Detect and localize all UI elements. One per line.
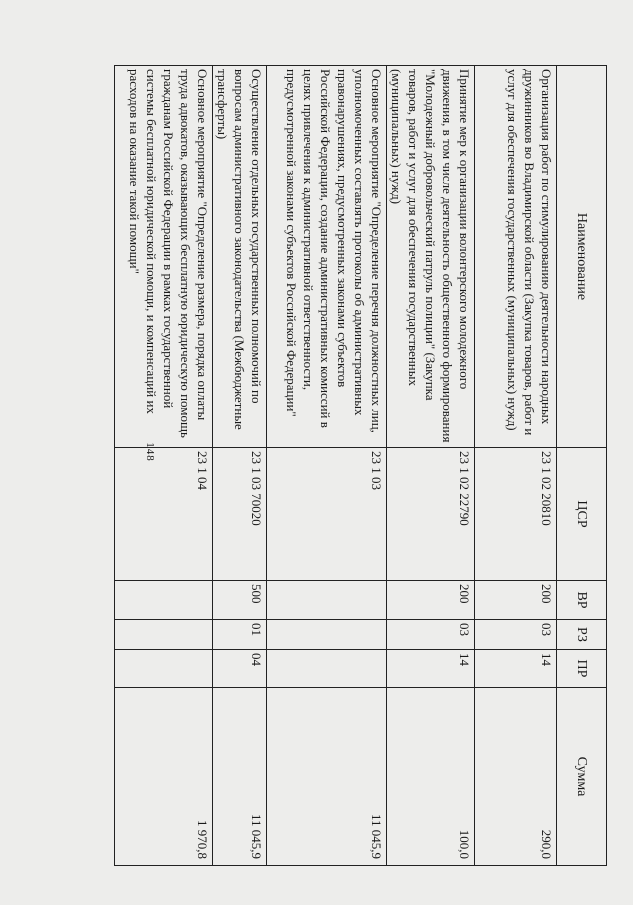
cell-vr bbox=[267, 581, 387, 620]
cell-rz bbox=[115, 620, 213, 650]
cell-name: Основное мероприятие "Определение размера, порядка оплаты труда адвокатов, оказывающих бесплатную юридическую помощь гражданам Российской Федерации в рамках государственной системы бесплатной юридической помощи, и компенсаций их расходов на оказание такой помощи" bbox=[115, 66, 213, 448]
cell-csr: 23 1 02 20810 bbox=[475, 448, 557, 581]
cell-name: Организация работ по стимулированию деятельности народных дружинников во Владимирской области (Закупка товаров, работ и услуг для обеспечения государственных (муниципальных) нужд) bbox=[475, 66, 557, 448]
header-name: Наименование bbox=[557, 66, 607, 448]
cell-vr bbox=[115, 581, 213, 620]
cell-vr: 200 bbox=[387, 581, 475, 620]
cell-sum: 1 970,8 bbox=[115, 688, 213, 866]
header-csr: ЦСР bbox=[557, 448, 607, 581]
cell-pr bbox=[115, 650, 213, 688]
cell-rz bbox=[267, 620, 387, 650]
table-row bbox=[267, 66, 387, 866]
header-pr: ПР bbox=[557, 650, 607, 688]
cell-pr bbox=[267, 650, 387, 688]
header-vr: ВР bbox=[557, 581, 607, 620]
table-header-row bbox=[557, 66, 607, 866]
cell-name: Основное мероприятие "Определение перечня должностных лиц, уполномоченных составлять протоколы об административных правонарушениях, предусмотренных законами субъектов Российской Федерации, создание административных комиссий в целях привлечения к административной ответственности, предусмотренной законами субъектов Российской Федерации" bbox=[267, 66, 387, 448]
cell-sum: 100,0 bbox=[387, 688, 475, 866]
header-sum: Сумма bbox=[557, 688, 607, 866]
cell-csr: 23 1 03 bbox=[267, 448, 387, 581]
cell-csr: 23 1 02 22790 bbox=[387, 448, 475, 581]
table-row bbox=[213, 66, 267, 866]
header-rz: РЗ bbox=[557, 620, 607, 650]
budget-table bbox=[114, 65, 607, 866]
cell-sum: 290,0 bbox=[475, 688, 557, 866]
cell-name: Осуществление отдельных государственных полномочий по вопросам административного законодательства (Межбюджетные трансферты) bbox=[213, 66, 267, 448]
cell-rz: 03 bbox=[475, 620, 557, 650]
cell-sum: 11 045,9 bbox=[267, 688, 387, 866]
cell-pr: 14 bbox=[387, 650, 475, 688]
cell-pr: 04 bbox=[213, 650, 267, 688]
cell-vr: 200 bbox=[475, 581, 557, 620]
budget-table-container bbox=[72, 65, 607, 865]
cell-csr: 23 1 04 bbox=[115, 448, 213, 581]
table-row bbox=[475, 66, 557, 866]
cell-csr: 23 1 03 70020 bbox=[213, 448, 267, 581]
table-row bbox=[115, 66, 213, 866]
cell-rz: 01 bbox=[213, 620, 267, 650]
cell-sum: 11 045,9 bbox=[213, 688, 267, 866]
cell-pr: 14 bbox=[475, 650, 557, 688]
table-row bbox=[387, 66, 475, 866]
cell-name: Принятие мер к организации волонтерского молодежного движения, в том числе деятельность общественного формирования "Молодежный добровольческий патруль полиции" (Закупка товаров, работ и услуг для обеспечения государственных (муниципальных) нужд) bbox=[387, 66, 475, 448]
page-number: 148 bbox=[144, 442, 156, 462]
cell-rz: 03 bbox=[387, 620, 475, 650]
cell-vr: 500 bbox=[213, 581, 267, 620]
